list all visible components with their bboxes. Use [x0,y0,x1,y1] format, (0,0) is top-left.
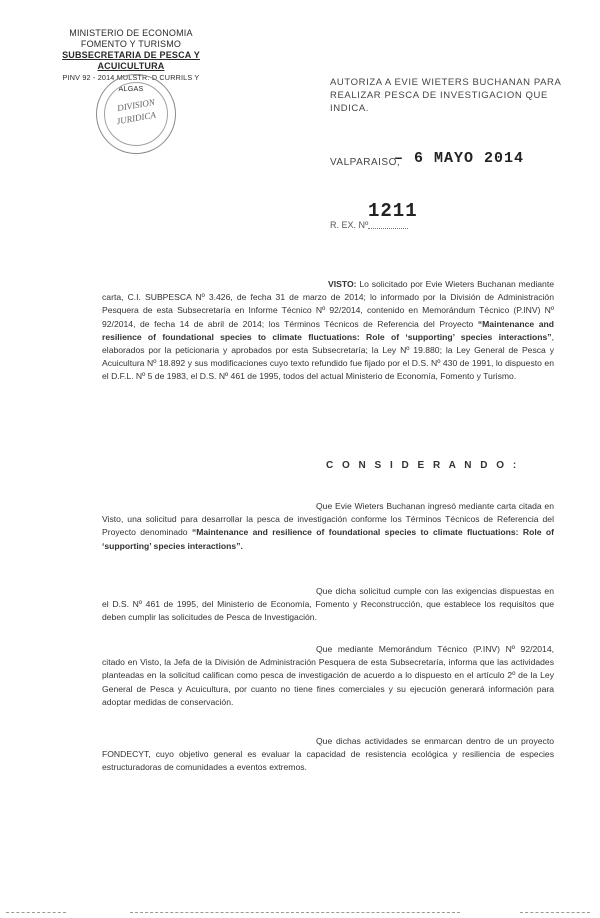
visto-project-title: “Maintenance and resilience of foundational species to climate fluctuations: Role of ‘supporting’ species interactions” [102,318,554,342]
header-line-reference: PINV 92 - 2014 MULSTR. D CURRILS Y ALGAS [62,73,200,93]
considerando-1-text: Que Evie Wieters Buchanan ingresó mediante carta citada en Visto, una solicitud para desarrollar la pesca de investigación conforme los Términos Técnicos de Referencia del Proyecto denominado [102,501,554,538]
considerando-heading: C O N S I D E R A N D O : [326,460,520,471]
visto-paragraph [102,278,554,384]
title-line-2: REALIZAR PESCA DE INVESTIGACION QUE INDICA. [330,90,548,114]
considerando-paragraph-2 [102,585,554,625]
resolution-number: 1211 [368,200,418,222]
considerando-4-text: Que dichas actividades se enmarcan dentro de un proyecto FONDECYT, cuyo objetivo general es evaluar la capacidad de resistencia ecológica y resiliencia de especies estructuradoras de comunidades a eventos extremos. [102,736,554,773]
considerando-2-text: Que dicha solicitud cumple con las exigencias dispuestas en el D.S. Nº 461 de 1995, del Ministerio de Economía, Fomento y Reconstrucción, que establece los requisitos que deben cumplir las solicitudes de Pesca de Investigación. [102,586,554,623]
place-label: VALPARAISO, [330,157,401,168]
resolution-number-line [368,228,408,229]
considerando-1-project: “Maintenance and resilience of foundational species to climate fluctuations: Role of ‘supporting’ species interactions”. [102,527,554,551]
date-stamp: – 6 MAYO 2014 [394,150,525,167]
considerando-paragraph-3 [102,643,554,709]
title-line-1: AUTORIZA A EVIE WIETERS BUCHANAN PARA [330,77,562,88]
considerando-3-text: Que mediante Memorándum Técnico (P.INV) Nº 92/2014, citado en Visto, la Jefa de la División de Administración Pesquera de esta Subsecretaría, informa que las actividades planteadas en la solicitud califican como pesca de investigación de acuerdo a lo dispuesto en el artículo 2º de la Ley General de Pesca y Acuicultura, por cuanto no tiene fines comerciales y su ejecución generará información para adoptar medidas de conservación. [102,644,554,707]
header-line-fomento: FOMENTO Y TURISMO [80,39,182,49]
footer-mark-right [520,912,590,913]
header-line-subsecretaria: SUBSECRETARIA DE PESCA Y ACUICULTURA [62,50,200,71]
seal-text-juridica: JURIDICA [115,109,157,127]
header-line-ministry: MINISTERIO DE ECONOMIA [69,28,193,38]
seal-text-division: DIVISION [116,96,156,114]
visto-text-1: Lo solicitado por Evie Wieters Buchanan mediante carta, C.I. SUBPESCA Nº 3.426, de fecha 31 de marzo de 2014; lo informado por la División de Administración Pesquera de esta Subsecretaría en Informe Técnico Nº 92/2014, contenido en Memorándum Técnico (P.INV) Nº 92/2014, de fecha 14 de abril de 2014; los Términos Técnicos de Referencia del Proyecto [102,279,554,329]
division-juridica-seal [96,74,176,154]
visto-lead: VISTO: [328,279,357,289]
footer-mark-center [130,912,460,913]
footer-mark-left [6,912,66,913]
visto-text-2: , elaborados por la peticionaria y aprobados por esta Subsecretaría; la Ley Nº 19.880; la Ley General de Pesca y Acuicultura Nº 18.892 y sus modificaciones cuyo texto refundido fue fijado por el D.S. Nº 430 de 1991, lo dispuesto en el D.F.L. Nº 5 de 1983, el D.S. Nº 461 de 1995, todos del actual Ministerio de Economía, Fomento y Turismo. [102,331,554,382]
considerando-paragraph-4 [102,735,554,775]
resolution-label: R. EX. Nº [330,220,369,230]
document-title [330,76,570,115]
considerando-paragraph-1 [102,500,554,553]
